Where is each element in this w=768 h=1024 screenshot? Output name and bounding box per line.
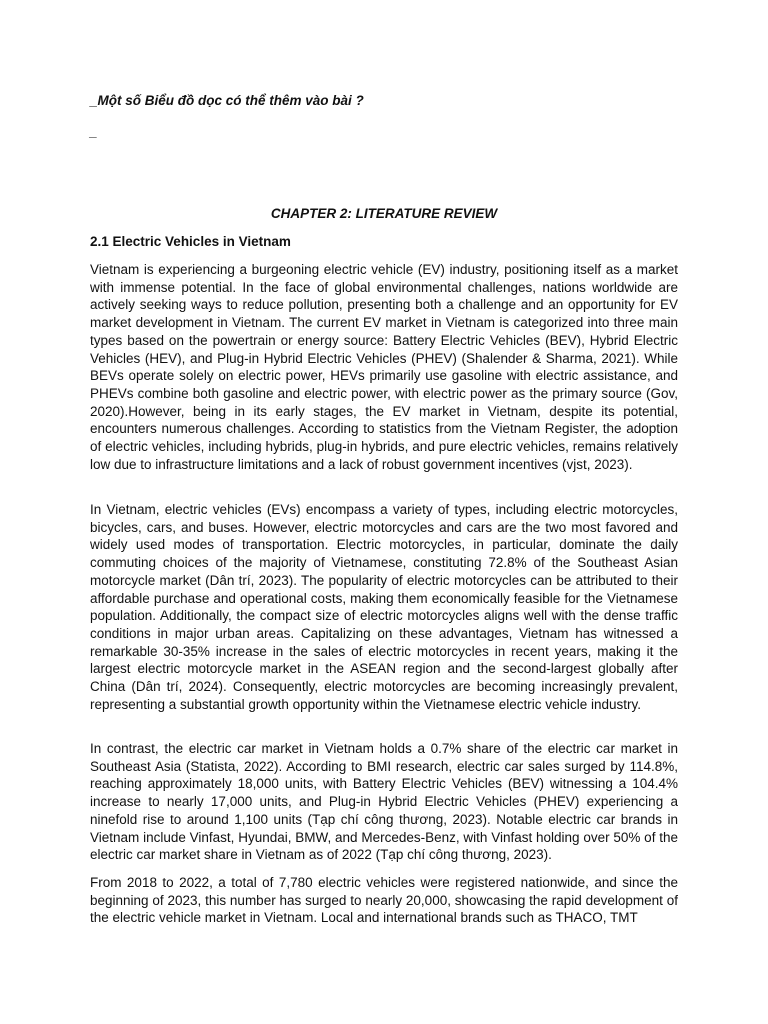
- paragraph-electric-cars: In contrast, the electric car market in Vietnam holds a 0.7% share of the electric car market in Southeast Asia (Statista, 2022). According to BMI research, electric car sales surged by 114.8%, reaching approximately 18,000 units, with Battery Electric Vehicles (BEV) witnessing a 104.4% increase to nearly 17,000 units, and Plug-in Hybrid Electric Vehicles (PHEV) experiencing a ninefold rise to around 1,100 units (Tạp chí công thương, 2023). Notable electric car brands in Vietnam include Vinfast, Hyundai, BMW, and Mercedes-Benz, with Vinfast holding over 50% of the electric car market share in Vietnam as of 2022 (Tạp chí công thương, 2023).: [90, 741, 678, 863]
- paragraph-ev-market-overview: Vietnam is experiencing a burgeoning electric vehicle (EV) industry, positioning itself as a market with immense potential. In the face of global environmental challenges, nations worldwide are actively seeking ways to reduce pollution, presenting both a challenge and an opportunity for EV market development in Vietnam. The current EV market in Vietnam is categorized into three main types based on the powertrain or energy source: Battery Electric Vehicles (BEV), Hybrid Electric Vehicles (HEV), and Plug-in Hybrid Electric Vehicles (PHEV) (Shalender & Sharma, 2021). While BEVs operate solely on electric power, HEVs primarily use gasoline with electric assistance, and PHEVs combine both gasoline and electric power, with electric power as the primary source (Gov, 2020).However, being in its early stages, the EV market in Vietnam, despite its potential, encounters numerous challenges. According to statistics from the Vietnam Register, the adoption of electric vehicles, including hybrids, plug-in hybrids, and pure electric vehicles, remains relatively low due to infrastructure limitations and a lack of robust government incentives (vjst, 2023).: [90, 262, 678, 472]
- paragraph-registrations: From 2018 to 2022, a total of 7,780 electric vehicles were registered nationwide, and since the beginning of 2023, this number has surged to nearly 20,000, showcasing the rapid development of the electric vehicle market in Vietnam. Local and international brands such as THACO, TMT: [90, 875, 678, 926]
- section-heading: 2.1 Electric Vehicles in Vietnam: [90, 234, 291, 249]
- note-mark: _: [90, 124, 98, 139]
- editor-note: _Một số Biểu đồ dọc có thể thêm vào bài ?: [90, 93, 364, 108]
- chapter-title: CHAPTER 2: LITERATURE REVIEW: [270, 206, 498, 221]
- paragraph-electric-motorcycles: In Vietnam, electric vehicles (EVs) encompass a variety of types, including electric motorcycles, bicycles, cars, and buses. However, electric motorcycles and cars are the two most favored and widely used modes of transportation. Electric motorcycles, in particular, dominate the daily commuting choices of the majority of Vietnamese, constituting 72.8% of the Southeast Asian motorcycle market (Dân trí, 2023). The popularity of electric motorcycles can be attributed to their affordable purchase and operational costs, making them economically feasible for the Vietnamese population. Additionally, the compact size of electric motorcycles aligns well with the dense traffic conditions in major urban areas. Capitalizing on these advantages, Vietnam has witnessed a remarkable 30-35% increase in the sales of electric motorcycles in recent years, making it the largest electric motorcycle market in the ASEAN region and the second-largest globally after China (Dân trí, 2024). Consequently, electric motorcycles are becoming increasingly prevalent, representing a substantial growth opportunity within the Vietnamese electric vehicle industry.: [90, 502, 678, 712]
